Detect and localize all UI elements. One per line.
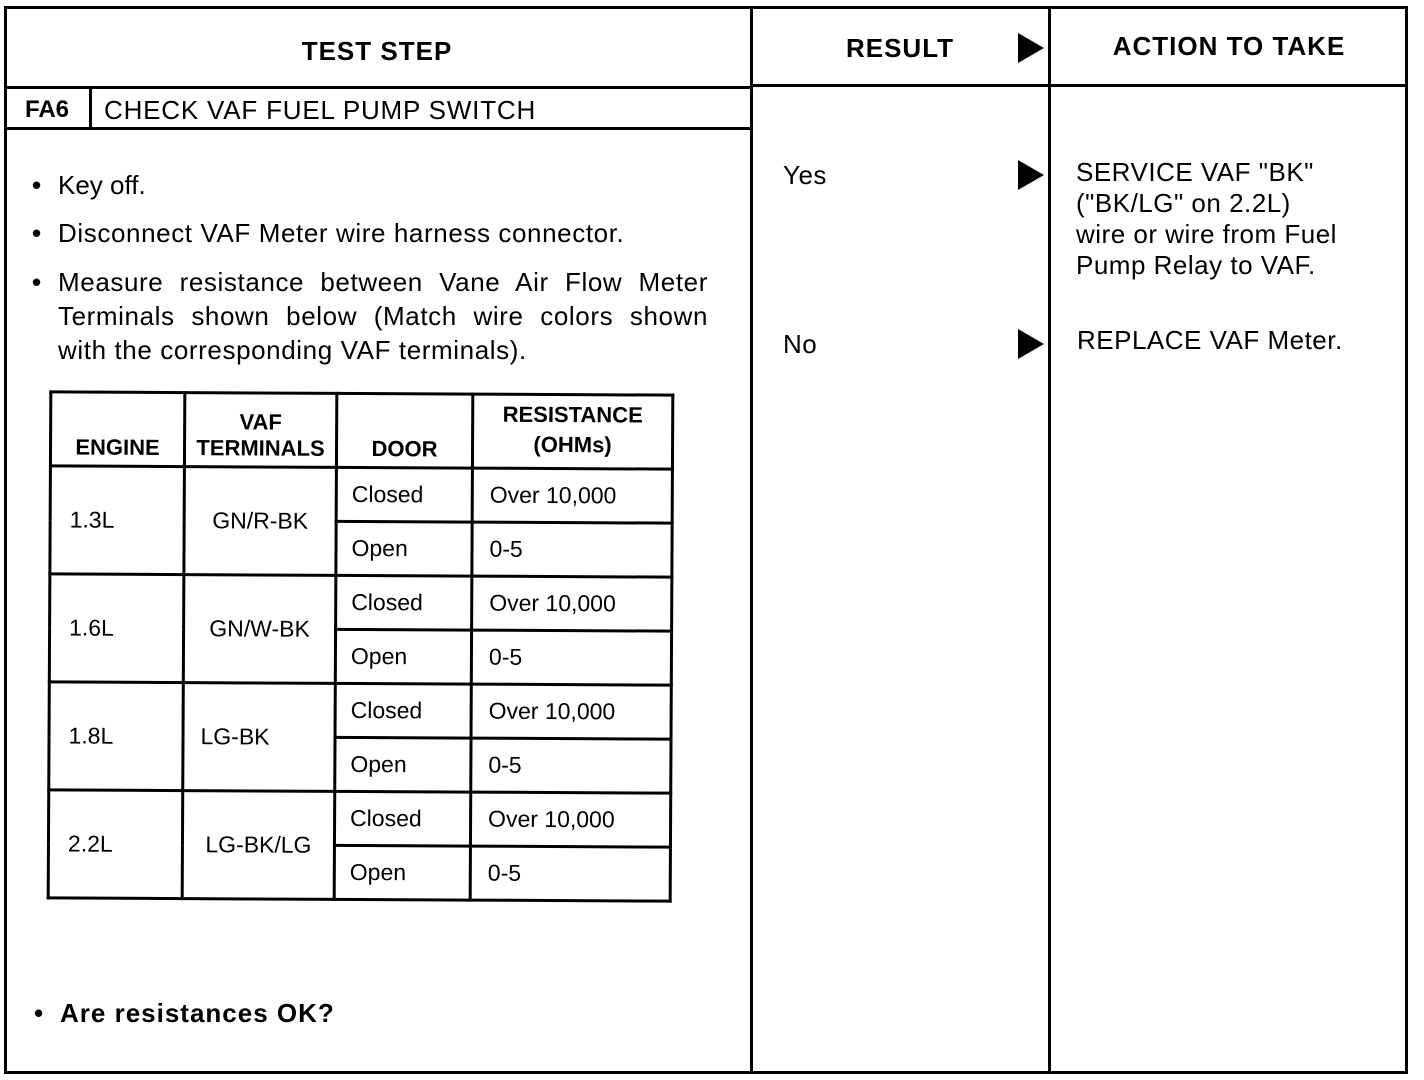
cell-terminals: LG-BK/LG bbox=[182, 791, 335, 900]
cell-resistance: Over 10,000 bbox=[472, 576, 672, 631]
header-result: RESULT bbox=[845, 33, 955, 63]
header-test-step: TEST STEP bbox=[301, 36, 453, 66]
col-door: DOOR bbox=[336, 393, 472, 468]
action-line: ("BK/LG" on 2.2L) bbox=[1076, 188, 1291, 218]
action-yes bbox=[1076, 157, 1337, 281]
cell-resistance: Over 10,000 bbox=[471, 684, 671, 739]
col-resistance: RESISTANCE (OHMs) bbox=[472, 394, 672, 469]
cell-engine: 2.2L bbox=[48, 790, 183, 899]
bullet-dot-icon: • bbox=[32, 267, 42, 297]
result-no: No bbox=[783, 329, 818, 359]
cell-resistance: Over 10,000 bbox=[470, 792, 670, 847]
cell-door: Open bbox=[335, 629, 471, 684]
col-engine: ENGINE bbox=[50, 392, 184, 467]
header-rule-right bbox=[750, 84, 1408, 87]
cell-terminals: LG-BK bbox=[183, 683, 336, 792]
bullet-measure bbox=[32, 265, 708, 367]
cell-door: Open bbox=[334, 845, 470, 900]
cell-door: Closed bbox=[335, 683, 471, 738]
question-text: Are resistances OK? bbox=[60, 998, 335, 1028]
cell-door: Open bbox=[335, 737, 471, 792]
divider-test-result bbox=[750, 6, 753, 1074]
cell-resistance: 0-5 bbox=[472, 522, 672, 577]
bullet-text: Disconnect VAF Meter wire harness connector. bbox=[58, 218, 625, 248]
bullet-dot-icon: • bbox=[34, 998, 45, 1028]
cell-resistance: 0-5 bbox=[471, 630, 671, 685]
col-vaf-terminals: VAF TERMINALS bbox=[184, 393, 336, 468]
result-no-arrow-icon bbox=[1018, 329, 1044, 359]
table-row bbox=[48, 790, 670, 847]
result-yes-arrow-icon bbox=[1018, 160, 1044, 190]
table-row bbox=[50, 574, 672, 631]
step-code-divider bbox=[89, 88, 92, 130]
resistance-table bbox=[47, 390, 675, 902]
step-title: CHECK VAF FUEL PUMP SWITCH bbox=[104, 95, 537, 125]
cell-door: Open bbox=[336, 521, 472, 576]
step-code: FA6 bbox=[24, 96, 69, 123]
divider-result-action bbox=[1048, 6, 1051, 1074]
bullet-question bbox=[34, 996, 335, 1030]
bullet-text: Measure resistance between Vane Air Flow Meter Terminals shown below (Match wire colors shown with the corresponding VAF terminals). bbox=[58, 267, 708, 365]
cell-door: Closed bbox=[334, 791, 470, 846]
cell-engine: 1.8L bbox=[49, 682, 184, 791]
bullet-dot-icon: • bbox=[32, 218, 42, 248]
cell-door: Closed bbox=[336, 575, 472, 630]
table-header-row bbox=[50, 392, 672, 469]
action-line: REPLACE VAF Meter. bbox=[1077, 325, 1343, 355]
bullet-dot-icon: • bbox=[32, 170, 42, 200]
result-yes: Yes bbox=[783, 160, 827, 190]
cell-terminals: GN/R-BK bbox=[184, 467, 337, 576]
header-rule-left bbox=[4, 86, 753, 89]
cell-resistance: Over 10,000 bbox=[472, 468, 672, 523]
bullet-key-off bbox=[32, 168, 146, 202]
action-line: SERVICE VAF "BK" bbox=[1076, 157, 1314, 187]
action-line: wire or wire from Fuel bbox=[1076, 219, 1337, 249]
cell-engine: 1.6L bbox=[49, 574, 184, 683]
action-line: Pump Relay to VAF. bbox=[1076, 250, 1316, 280]
header-action: ACTION TO TAKE bbox=[1112, 31, 1346, 61]
header-arrow-icon bbox=[1018, 33, 1044, 63]
table-row bbox=[49, 682, 671, 739]
cell-resistance: 0-5 bbox=[470, 846, 670, 901]
cell-terminals: GN/W-BK bbox=[183, 575, 336, 684]
action-no bbox=[1077, 325, 1343, 356]
cell-resistance: 0-5 bbox=[471, 738, 671, 793]
cell-engine: 1.3L bbox=[50, 466, 185, 575]
bullet-disconnect bbox=[32, 216, 625, 250]
table-row bbox=[50, 466, 672, 523]
bullet-text: Key off. bbox=[58, 170, 146, 200]
cell-door: Closed bbox=[336, 467, 472, 522]
step-title-rule bbox=[4, 127, 753, 130]
